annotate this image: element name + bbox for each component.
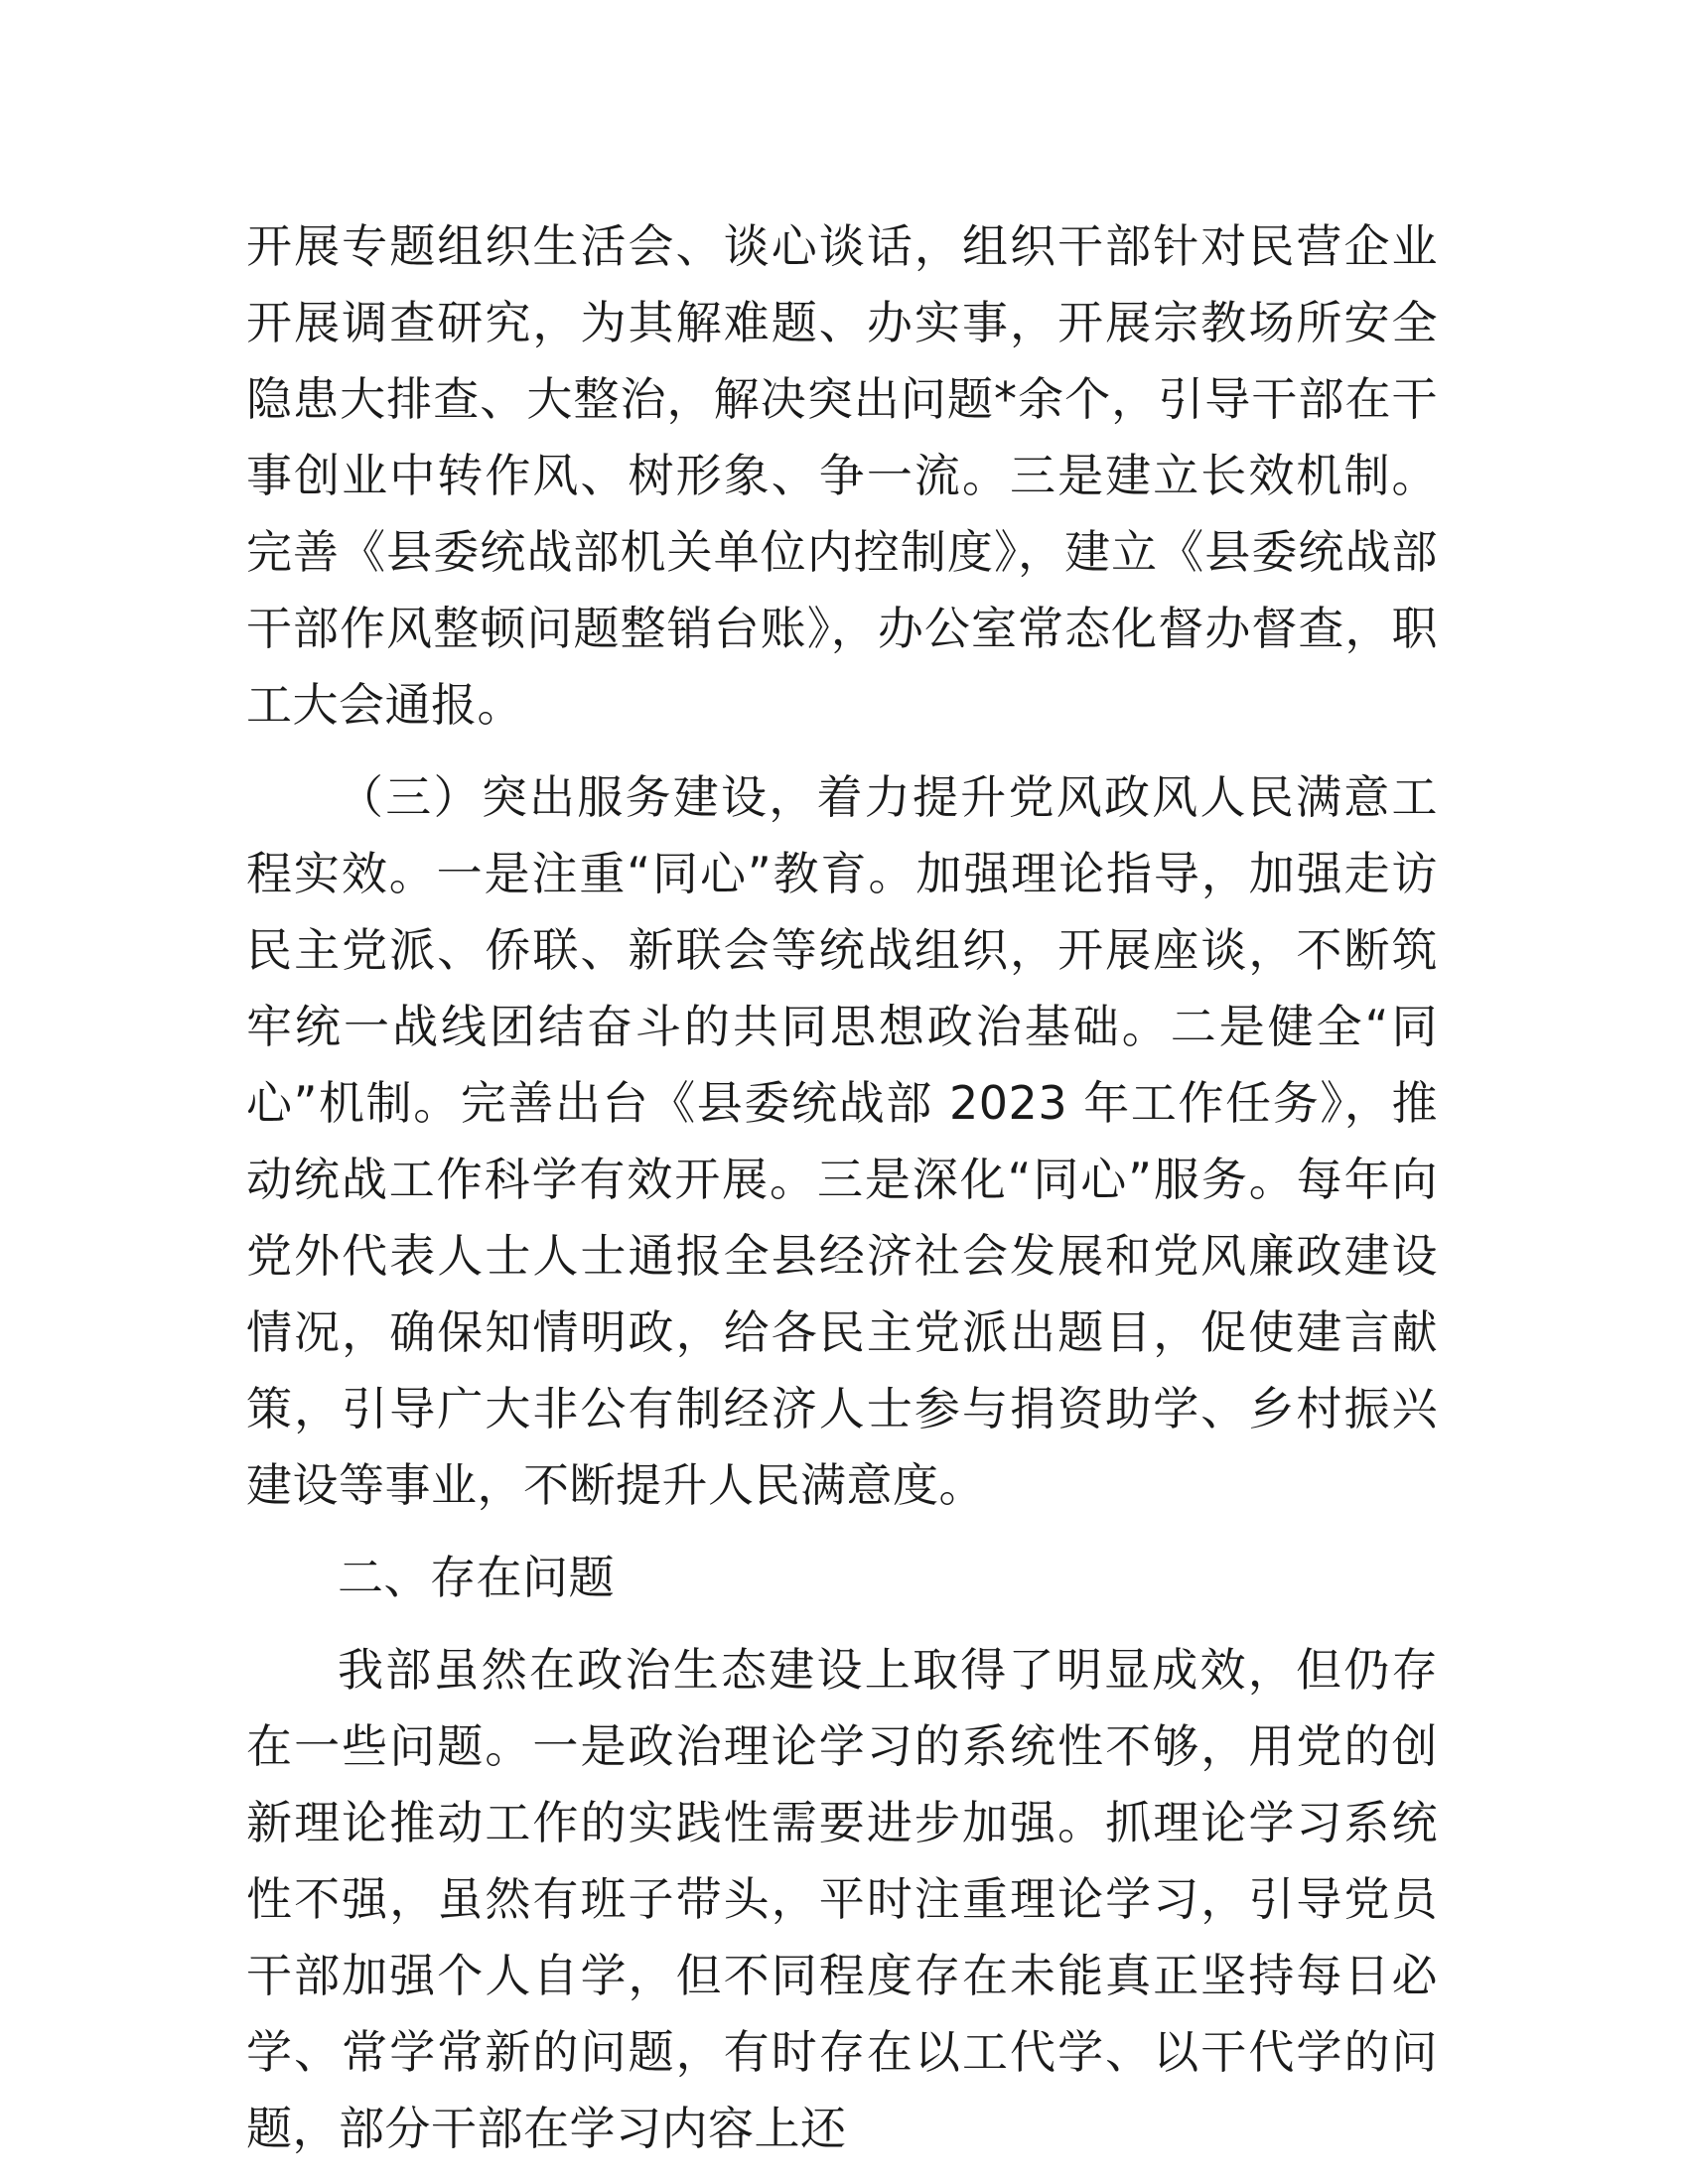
paragraph-continuation: 开展专题组织生活会、谈心谈话，组织干部针对民营企业开展调查研究，为其解难题、办实事，开展宗教场所安全隐患大排查、大整治，解决突出问题*余个，引导干部在干事创业中转作风、树形象、争一流。三是建立长效机制。完善《县委统战部机关单位内控制度》，建立《县委统战部干部作风整顿问题整销台账》，办公室常态化督办督查，职工大会通报。 bbox=[246, 219, 1438, 732]
paragraph-problems: 我部虽然在政治生态建设上取得了明显成效，但仍存在一些问题。一是政治理论学习的系统性不够，用党的创新理论推动工作的实践性需要进步加强。抓理论学习系统性不强，虽然有班子带头，平时注重理论学习，引导党员干部加强个人自学，但不同程度存在未能真正坚持每日必学、常学常新的问题，有时存在以工代学、以干代学的问题，部分干部在学习内容上还 bbox=[246, 1643, 1438, 2155]
paragraph-service-building: （三）突出服务建设，着力提升党风政风人民满意工程实效。一是注重“同心”教育。加强理论指导，加强走访民主党派、侨联、新联会等统战组织，开展座谈，不断筑牢统一战线团结奋斗的共同思想政治基础。二是健全“同心”机制。完善出台《县委统战部 2023 年工作任务》，推动统战工作科学有效开展。三是深化“同心”服务。每年向党外代表人士人士通报全县经济社会发展和党风廉政建设情况，确保知情明政，给各民主党派出题目，促使建言献策，引导广大非公有制经济人士参与捐资助学、乡村振兴建设等事业，不断提升人民满意度。 bbox=[246, 770, 1438, 1512]
section-heading-problems: 二、存在问题 bbox=[338, 1551, 615, 1604]
document-page bbox=[246, 208, 1438, 2183]
